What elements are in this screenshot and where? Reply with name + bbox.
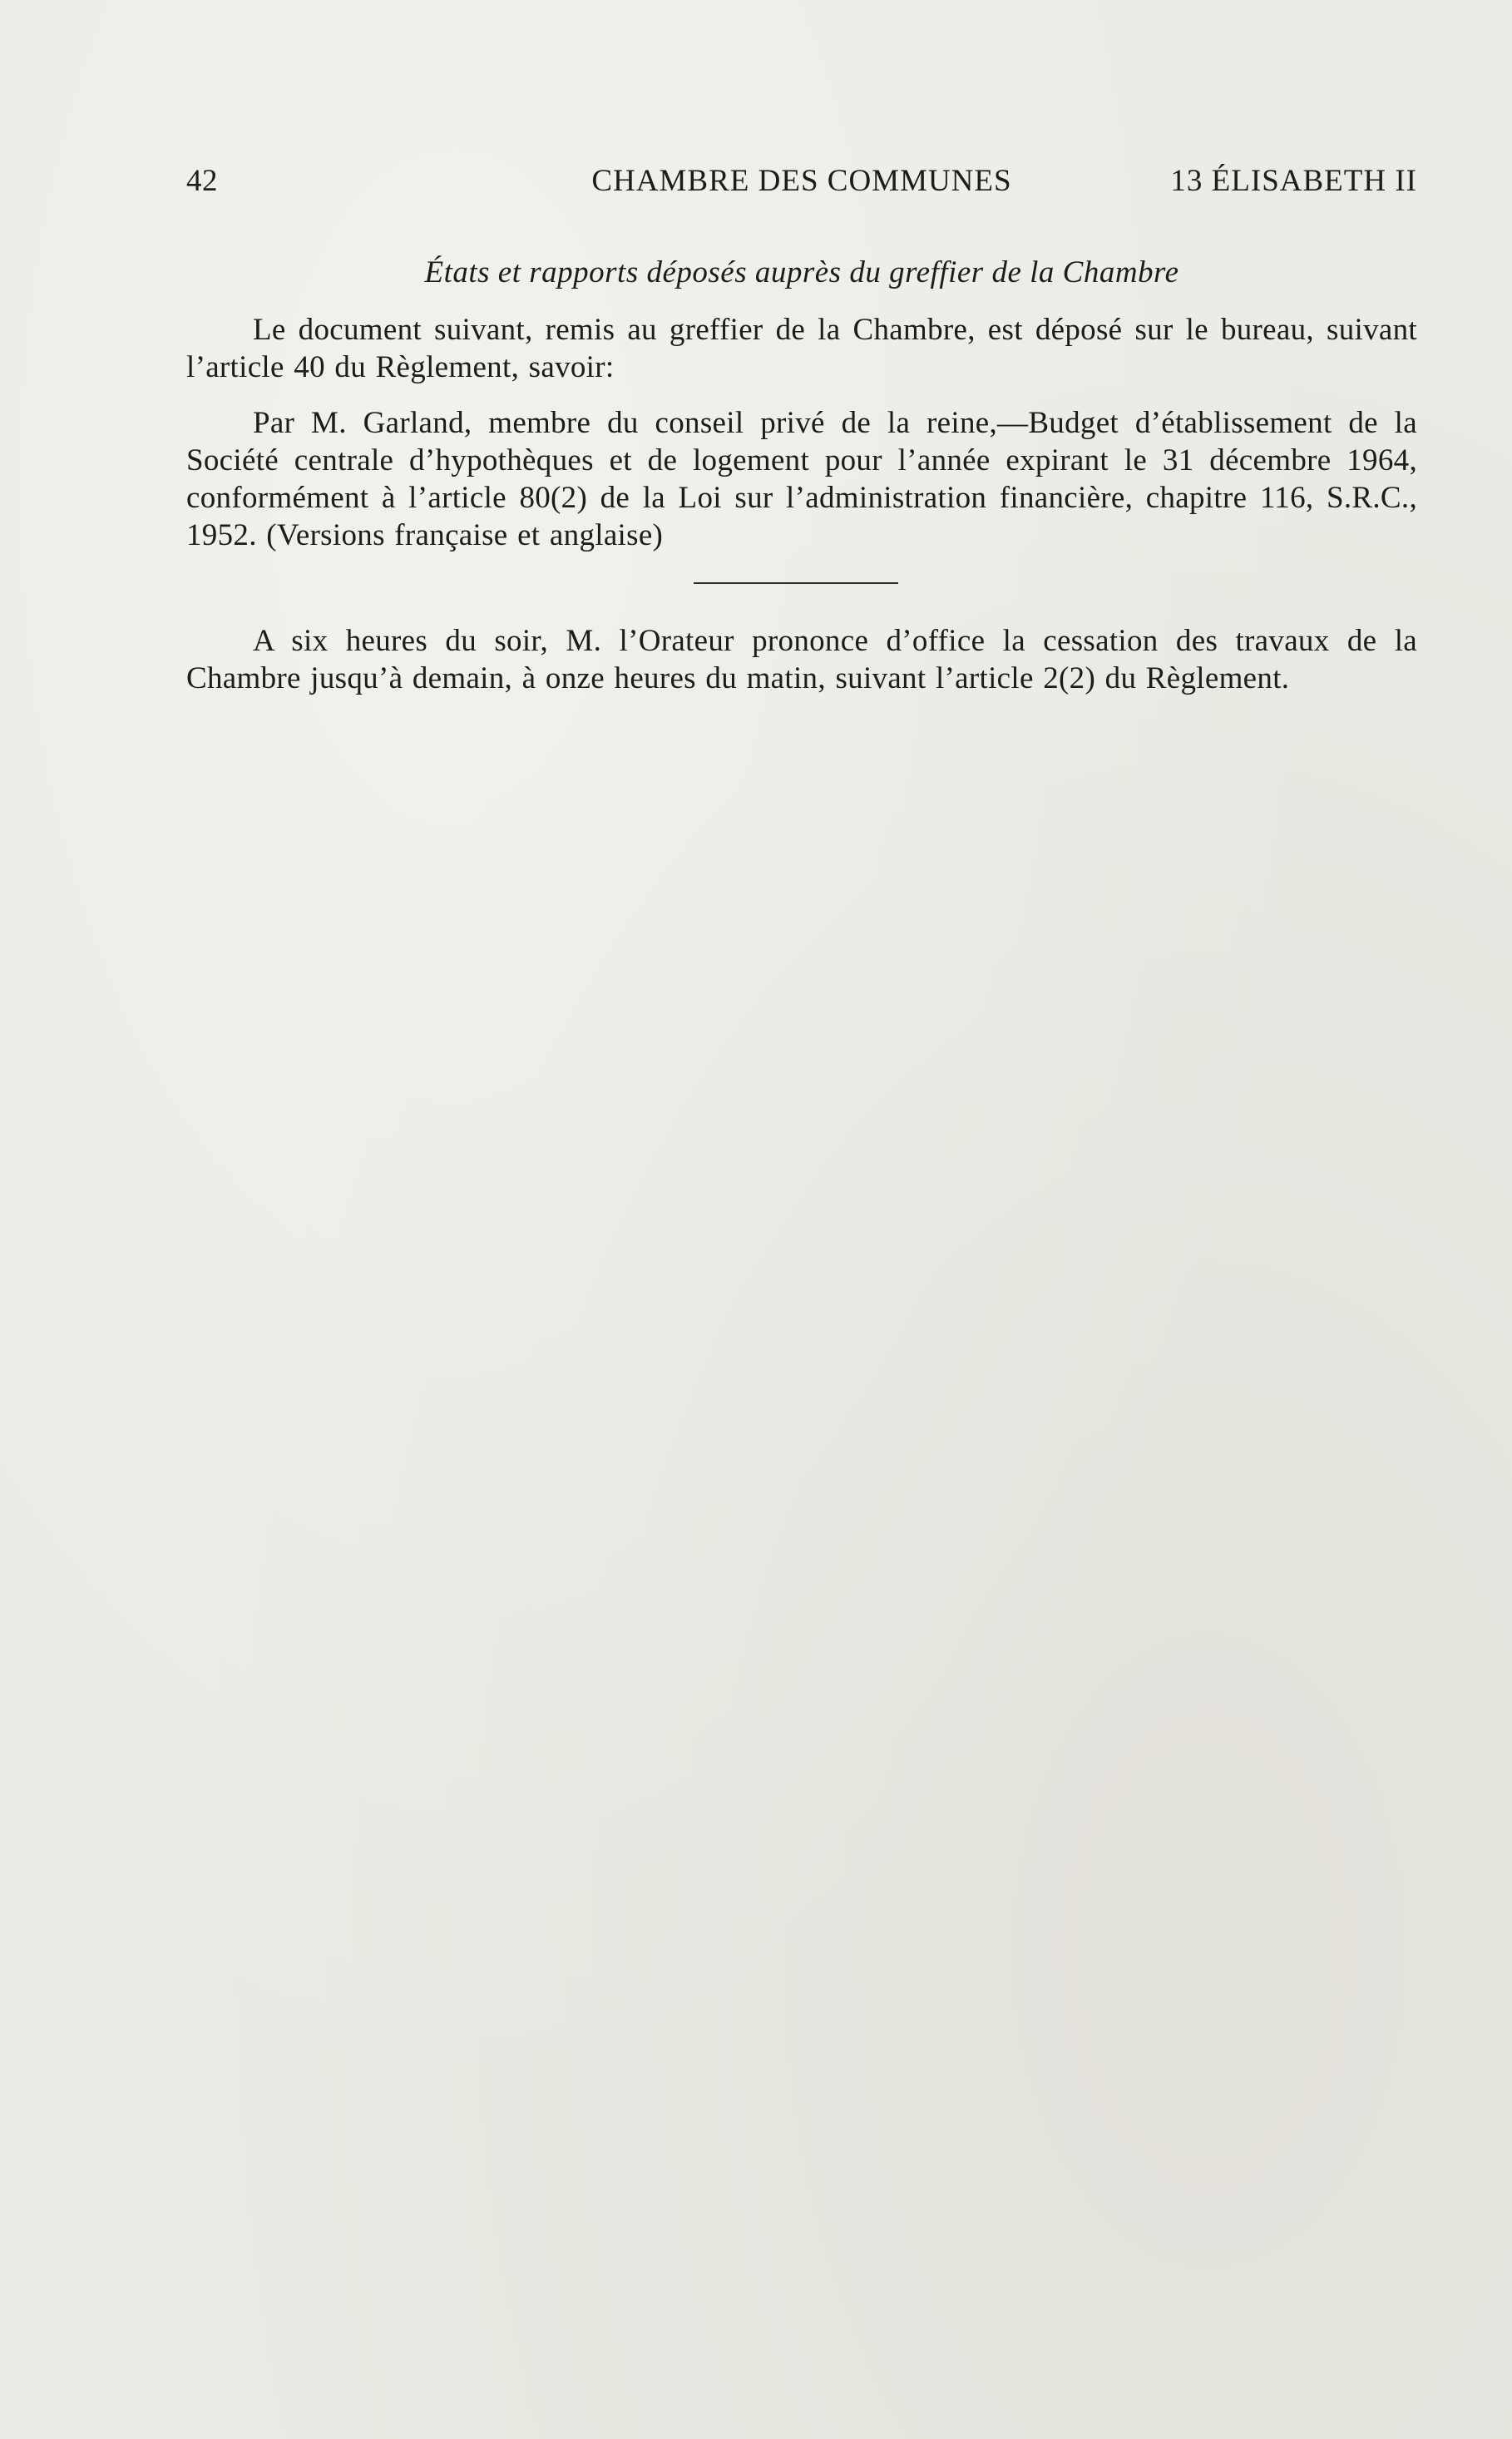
regnal-year: 13 ÉLISABETH II bbox=[1170, 164, 1417, 198]
page-header bbox=[186, 163, 1417, 205]
section-divider bbox=[694, 582, 898, 584]
section-title: États et rapports déposés auprès du greffier de la Chambre bbox=[424, 255, 1179, 289]
page-number: 42 bbox=[186, 164, 218, 198]
running-title: CHAMBRE DES COMMUNES bbox=[591, 164, 1012, 198]
paragraph-document-tabled: Le document suivant, remis au greffier de la Chambre, est déposé sur le bureau, suivant l’article 40 du Règlement, savoir: bbox=[186, 313, 1417, 384]
paragraph-adjournment: A six heures du soir, M. l’Orateur prononce d’office la cessation des travaux de la Chambre jusqu’à demain, à onze heures du matin, suivant l’article 2(2) du Règlement. bbox=[186, 624, 1417, 695]
paragraph-garland-budget: Par M. Garland, membre du conseil privé de la reine,—Budget d’établissement de la Société centrale d’hypothèques et de logement pour l’année expirant le 31 décembre 1964, conformément à l’article 80(2) de la Loi sur l’administration financière, chapitre 116, S.R.C., 1952. (Versions française et anglaise) bbox=[186, 406, 1417, 552]
